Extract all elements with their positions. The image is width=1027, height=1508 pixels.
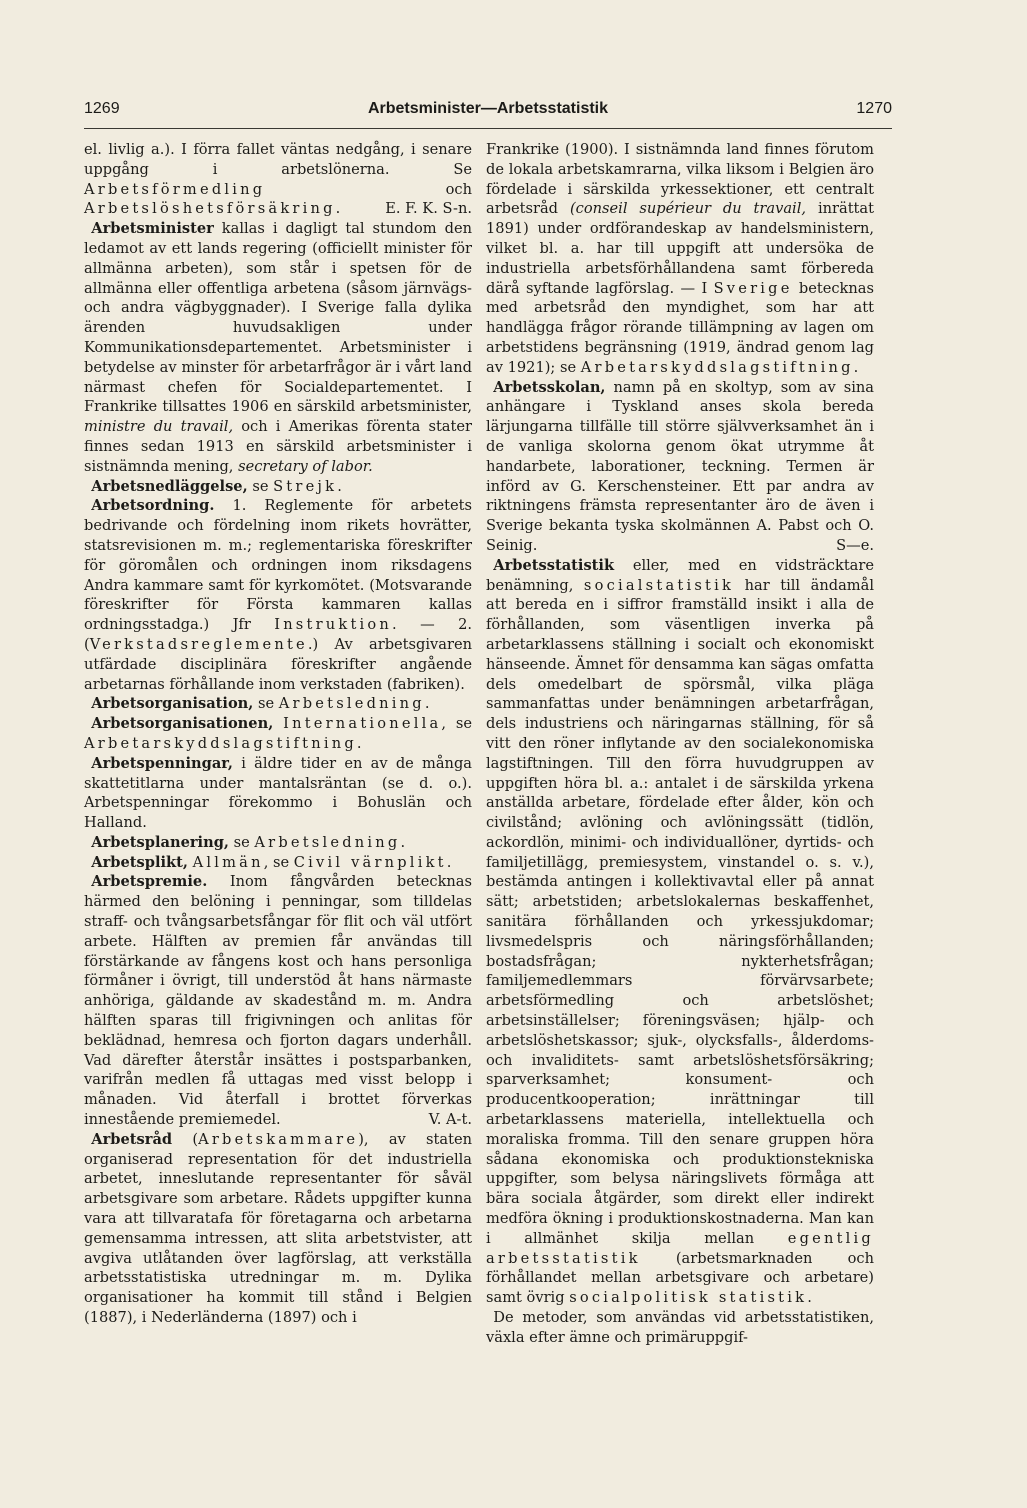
cross-reference: egentlig arbetsstatistik — [486, 1229, 874, 1267]
cross-reference: Verkstadsreglemente — [89, 635, 308, 653]
entry-arbetsordning: Arbetsordning. 1. Reglemente för arbetets bedrivande och fördelning inom rikets hovrätter, statsrevisionen m. m.; reglementariska föreskrifter för göromålen och ordningen inom riksdagens Andra kammare samt för kyrkomötet. (Motsvarande föreskrifter för Första kammaren kallas ordningsstadga.) Jfr Instruktion. — 2. (Verkstadsreglemente.) Av arbetsgivaren utfärdade disciplinära föreskrifter angående arbetarnas förhållande inom verkstaden (fabriken). — [84, 497, 472, 693]
cross-reference: socialpolitisk statistik — [569, 1289, 808, 1307]
cross-reference: Arbetsledning — [278, 695, 425, 713]
left-column — [84, 140, 472, 1328]
cross-reference: Instruktion — [274, 616, 393, 634]
entry-arbetsskolan: Arbetsskolan, namn på en skoltyp, som av sina anhängare i Tyskland anses skola bereda lärjungarna tillfälle till större självverksamhet än i de vanliga skolorna genom ökat utrymme åt handarbete, laborationer, teckning. Termen är införd av G. Kerschensteiner. Ett par andra av riktningens främsta representanter äro de även i Sverige bekanta tyska skolmännen A. Pabst och O. Seinig. S—e. — [486, 378, 874, 554]
headword: Arbetsplanering, — [91, 833, 229, 851]
cross-reference: Internationella — [283, 715, 442, 733]
entry-arbetsstatistik-methods: De metoder, som användas vid arbetsstatistiken, växla efter ämne och primäruppgif- — [486, 1309, 874, 1346]
headword: Arbetsnedläggelse, — [91, 477, 248, 495]
cross-reference: Arbetarskyddslagstiftning — [84, 734, 357, 752]
entry-arbetspremie: Arbetspremie. Inom fångvården betecknas härmed den belöning i penningar, som tilldelas straff- och tvångsarbetsfångar för flit och väl utfört arbete. Hälften av premien får användas till förstärkande av fångens kost och hans personliga förmåner i övrigt, till understöd åt hans närmaste anhöriga, gäldande av skadestånd m. m. Andra hälften sparas till frigivningen och anlitas för beklädnad, hemresa och fjorton dagars underhåll. Vad därefter återstår insättes i postsparbanken, varifrån medlen få uttagas med visst belopp i månaden. Vid återfall i brottet förverkas innestående premiemedel. V. A-t. — [84, 873, 472, 1129]
cross-reference: Arbetarskyddslagstiftning — [580, 358, 854, 376]
headword: Arbetsplikt, — [91, 853, 188, 871]
entry-continuation: el. livlig a.). I förra fallet väntas nedgång, i senare uppgång i arbetslönerna. Se Arbetsförmedling och Arbetslöshetsförsäkring. E. F. K. S-n. — [84, 141, 472, 218]
entry-arbetspenningar: Arbetspenningar, i äldre tider en av de många skattetitlarna under mantalsräntan (se d. o.). Arbetspenningar förekommo i Bohuslän och Halland. — [84, 754, 472, 832]
cross-reference: Strejk — [273, 477, 338, 495]
running-title: Arbetsminister—Arbetsstatistik — [367, 100, 609, 117]
cross-reference: Civil värnplikt — [293, 853, 447, 871]
headword: Arbetsordning. — [91, 497, 215, 515]
page-number-right: 1270 — [856, 100, 892, 117]
author-signature: E. F. K. S-n. — [385, 200, 472, 218]
headword: Arbetsstatistik — [493, 556, 615, 574]
headword: Arbetsminister — [91, 220, 214, 238]
entry-arbetsplikt: Arbetsplikt, Allmän, se Civil värnplikt. — [91, 853, 452, 871]
header-rule — [84, 128, 892, 129]
cross-reference: Arbetsledning — [254, 833, 401, 851]
entry-arbetsstatistik: Arbetsstatistik eller, med en vidsträcktare benämning, socialstatistik har till ändamål att bereda en i siffror framställd insikt i alla de förhållanden, som väsentligen inverka på arbetarklassens ställning i socialt och ekonomiskt hänseende. Ämnet för densamma kan sägas omfatta dels omedelbart de spörsmål, vilka pläga sammanfattas under benämningen arbetarfrågan, dels industriens och näringarnas ställning, för så vitt den röner inflytande av den socialekonomiska lagstiftningen. Till den förra huvudgruppen av uppgiften höra bl. a.: antalet i de särskilda yrkena anställda arbetare, fördelade efter ålder, kön och civilstånd; avlöning och avlöningssätt (tidlön, ackordlön, minimi- och individuallöner, dyrtids- och familjetillägg, premiesystem, vinstandel o. s. v.), bestämda antingen i kollektivavtal eller på annat sätt; arbetstiden; arbetslokalernas beskaffenhet, sanitära förhållanden och yrkessjukdomar; livsmedelspris och näringsförhållanden; bostadsfrågan; nykterhetsfrågan; familjemedlemmars förvärvsarbete; arbetsförmedling och arbetslöshet; arbetsinställelser; föreningsväsen; hjälp- och arbetslöshetskassor; sjuk-, olycksfalls-, ålderdoms- och invaliditets- samt arbetslöshetsförsäkring; sparverksamhet; konsument- och producentkooperation; inrättningar till arbetarklassens materiella, intellektuella och moraliska fromma. Till den senare gruppen höra sådana ekonomiska och produktionstekniska uppgifter, som belysa näringslivets förmåga att bära sociala åtgärder, som direkt eller indirekt medföra ökning i produktionskostnaderna. Man kan i allmänhet skilja mellan egentlig arbetsstatistik (arbetsmarknaden och förhållandet mellan arbetsgivare och arbetare) samt övrig socialpolitisk statistik. — [486, 556, 874, 1307]
entry-arbetsminister: Arbetsminister kallas i dagligt tal stundom den ledamot av ett lands regering (officiellt minister för allmänna arbeten), som står i spetsen för de allmänna eller offentliga arbetena (såsom järnvägs- och andra vägbyggnader). I Sverige falla dylika ärenden huvudsakligen under Kommunikationsdepartementet. Arbetsminister i betydelse av minster för arbetarfrågor är i vårt land närmast chefen för Socialdepartementet. I Frankrike tillsattes 1906 en särskild arbetsminister, ministre du travail, och i Amerikas förenta stater finnes sedan 1913 en särskild arbetsminister i sistnämnda mening, secretary of labor. — [84, 220, 472, 475]
cross-reference: Allmän — [192, 853, 264, 871]
entry-arbetsrad-continued: Frankrike (1900). I sistnämnda land finnes förutom de lokala arbetskamrarna, vilka liksom i Belgien äro fördelade i särskilda yrkessektioner, ett centralt arbetsråd (conseil supérieur du travail, inrättat 1891) under ordförandeskap av handelsministern, vilket bl. a. har till uppgift att undersöka de industriella arbetsförhållandena samt förbereda därå syftande lagförslag. — I Sverige betecknas med arbetsråd den myndighet, som har att handlägga frågor rörande tillämpning av lagen om arbetstidens begränsning (1919, ändrad genom lag av 1921); se Arbetarskyddslagstiftning. — [486, 141, 874, 376]
headword: Arbetsorganisationen, — [91, 715, 274, 733]
entry-arbetsnedlaggelse: Arbetsnedläggelse, se Strejk. — [91, 477, 342, 495]
page-header — [84, 96, 892, 120]
entry-arbetsrad: Arbetsråd (Arbetskammare), av staten organiserad representation för det industriella arbetet, inneslutande representanter för såväl arbetsgivare som arbetare. Rådets uppgifter kunna vara att tillvaratafa för företagarna och arbetarna gemensamma intressen, att slita arbetstvister, att avgiva utlåtanden över lagförslag, att verkställa arbetsstatistiska utredningar m. m. Dylika organisationer ha kommit till stånd i Belgien (1887), i Nederländerna (1897) och i — [84, 1130, 472, 1327]
entry-arbetsplanering: Arbetsplanering, se Arbetsledning. — [91, 833, 406, 851]
cross-reference: socialstatistik — [583, 576, 735, 594]
cross-reference: Sverige — [713, 279, 793, 297]
page-number-left: 1269 — [84, 100, 120, 117]
headword: Arbetsskolan, — [493, 378, 606, 396]
entry-arbetsorganisation: Arbetsorganisation, se Arbetsledning. — [91, 695, 430, 713]
headword: Arbetspremie. — [91, 873, 208, 891]
headword: Arbetspenningar, — [91, 754, 233, 772]
cross-reference: Arbetskammare — [198, 1130, 359, 1148]
right-column — [486, 140, 874, 1348]
author-signature: S—e. — [836, 536, 874, 554]
entry-arbetsorganisationen: Arbetsorganisationen, Internationella, se Arbetarskyddslagstiftning. — [84, 715, 473, 752]
author-signature: V. A-t. — [428, 1111, 472, 1129]
cross-reference: Arbetslöshetsförsäkring — [84, 200, 336, 218]
headword: Arbetsråd — [91, 1130, 173, 1148]
headword: Arbetsorganisation, — [91, 695, 254, 713]
cross-reference: Arbetsförmedling — [84, 180, 266, 198]
